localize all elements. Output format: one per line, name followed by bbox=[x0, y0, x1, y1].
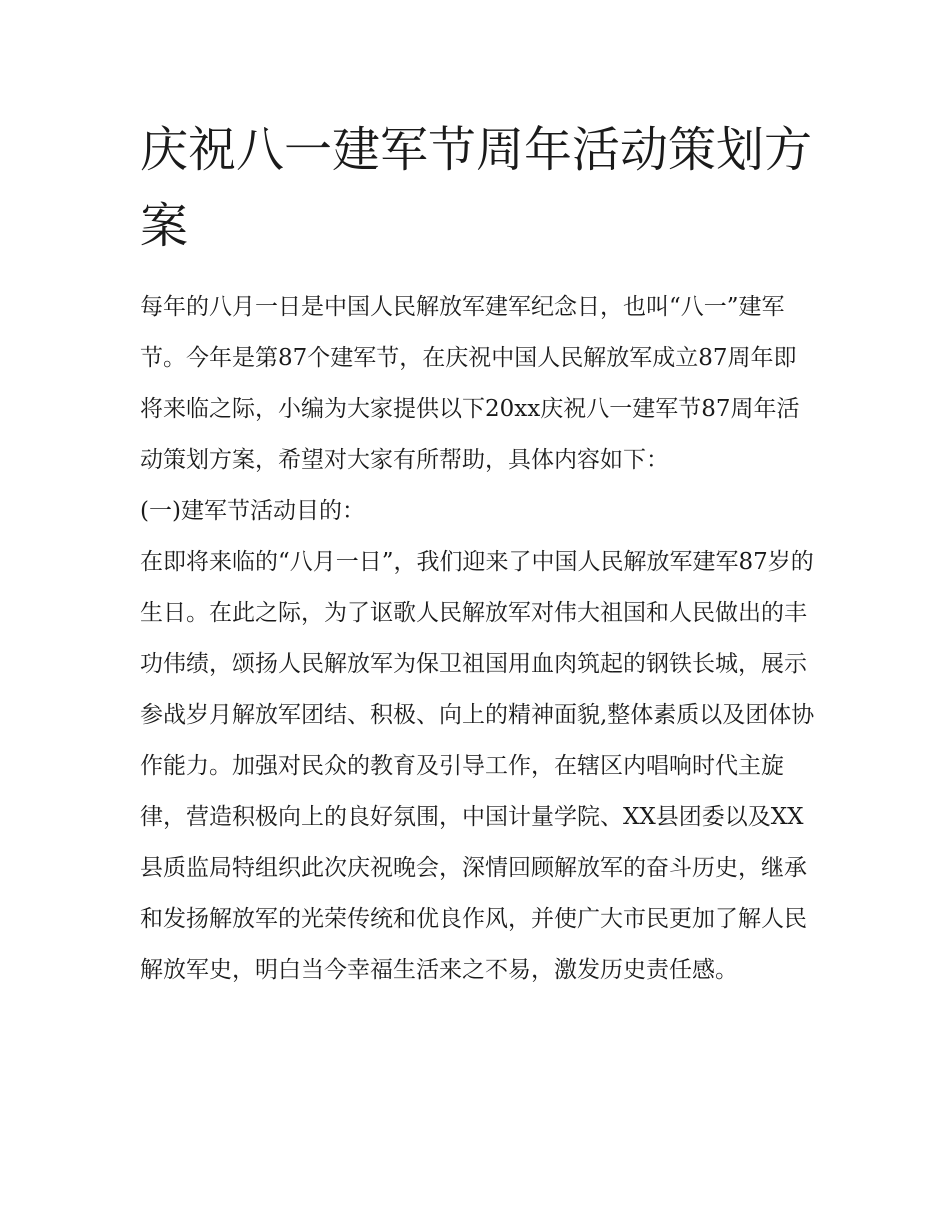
section-body-paragraph: 在即将来临的“八月一日”，我们迎来了中国人民解放军建军87岁的生日。在此之际，为了讴歌人民解放军对伟大祖国和人民做出的丰功伟绩，颂扬人民解放军为保卫祖国用血肉筑起的钢铁长城，展示参战岁月解放军团结、积极、向上的精神面貌,整体素质以及团体协作能力。加强对民众的教育及引导工作，在辖区内唱响时代主旋律，营造积极向上的良好氛围，中国计量学院、XX县团委以及XX县质监局特组织此次庆祝晚会，深情回顾解放军的奋斗历史，继承和发扬解放军的光荣传统和优良作风，并使广大市民更加了解人民解放军史，明白当今幸福生活来之不易，激发历史责任感。 bbox=[140, 549, 815, 983]
document-title: 庆祝八一建军节周年活动策划方案 bbox=[140, 122, 813, 254]
intro-paragraph: 每年的八月一日是中国人民解放军建军纪念日，也叫“八一”建军节。今年是第87个建军节，在庆祝中国人民解放军成立87周年即将来临之际，小编为大家提供以下20xx庆祝八一建军节87周年活动策划方案，希望对大家有所帮助，具体内容如下： bbox=[140, 294, 800, 473]
section-heading: (一)建军节活动目的： bbox=[140, 498, 365, 524]
document-page bbox=[140, 112, 815, 996]
